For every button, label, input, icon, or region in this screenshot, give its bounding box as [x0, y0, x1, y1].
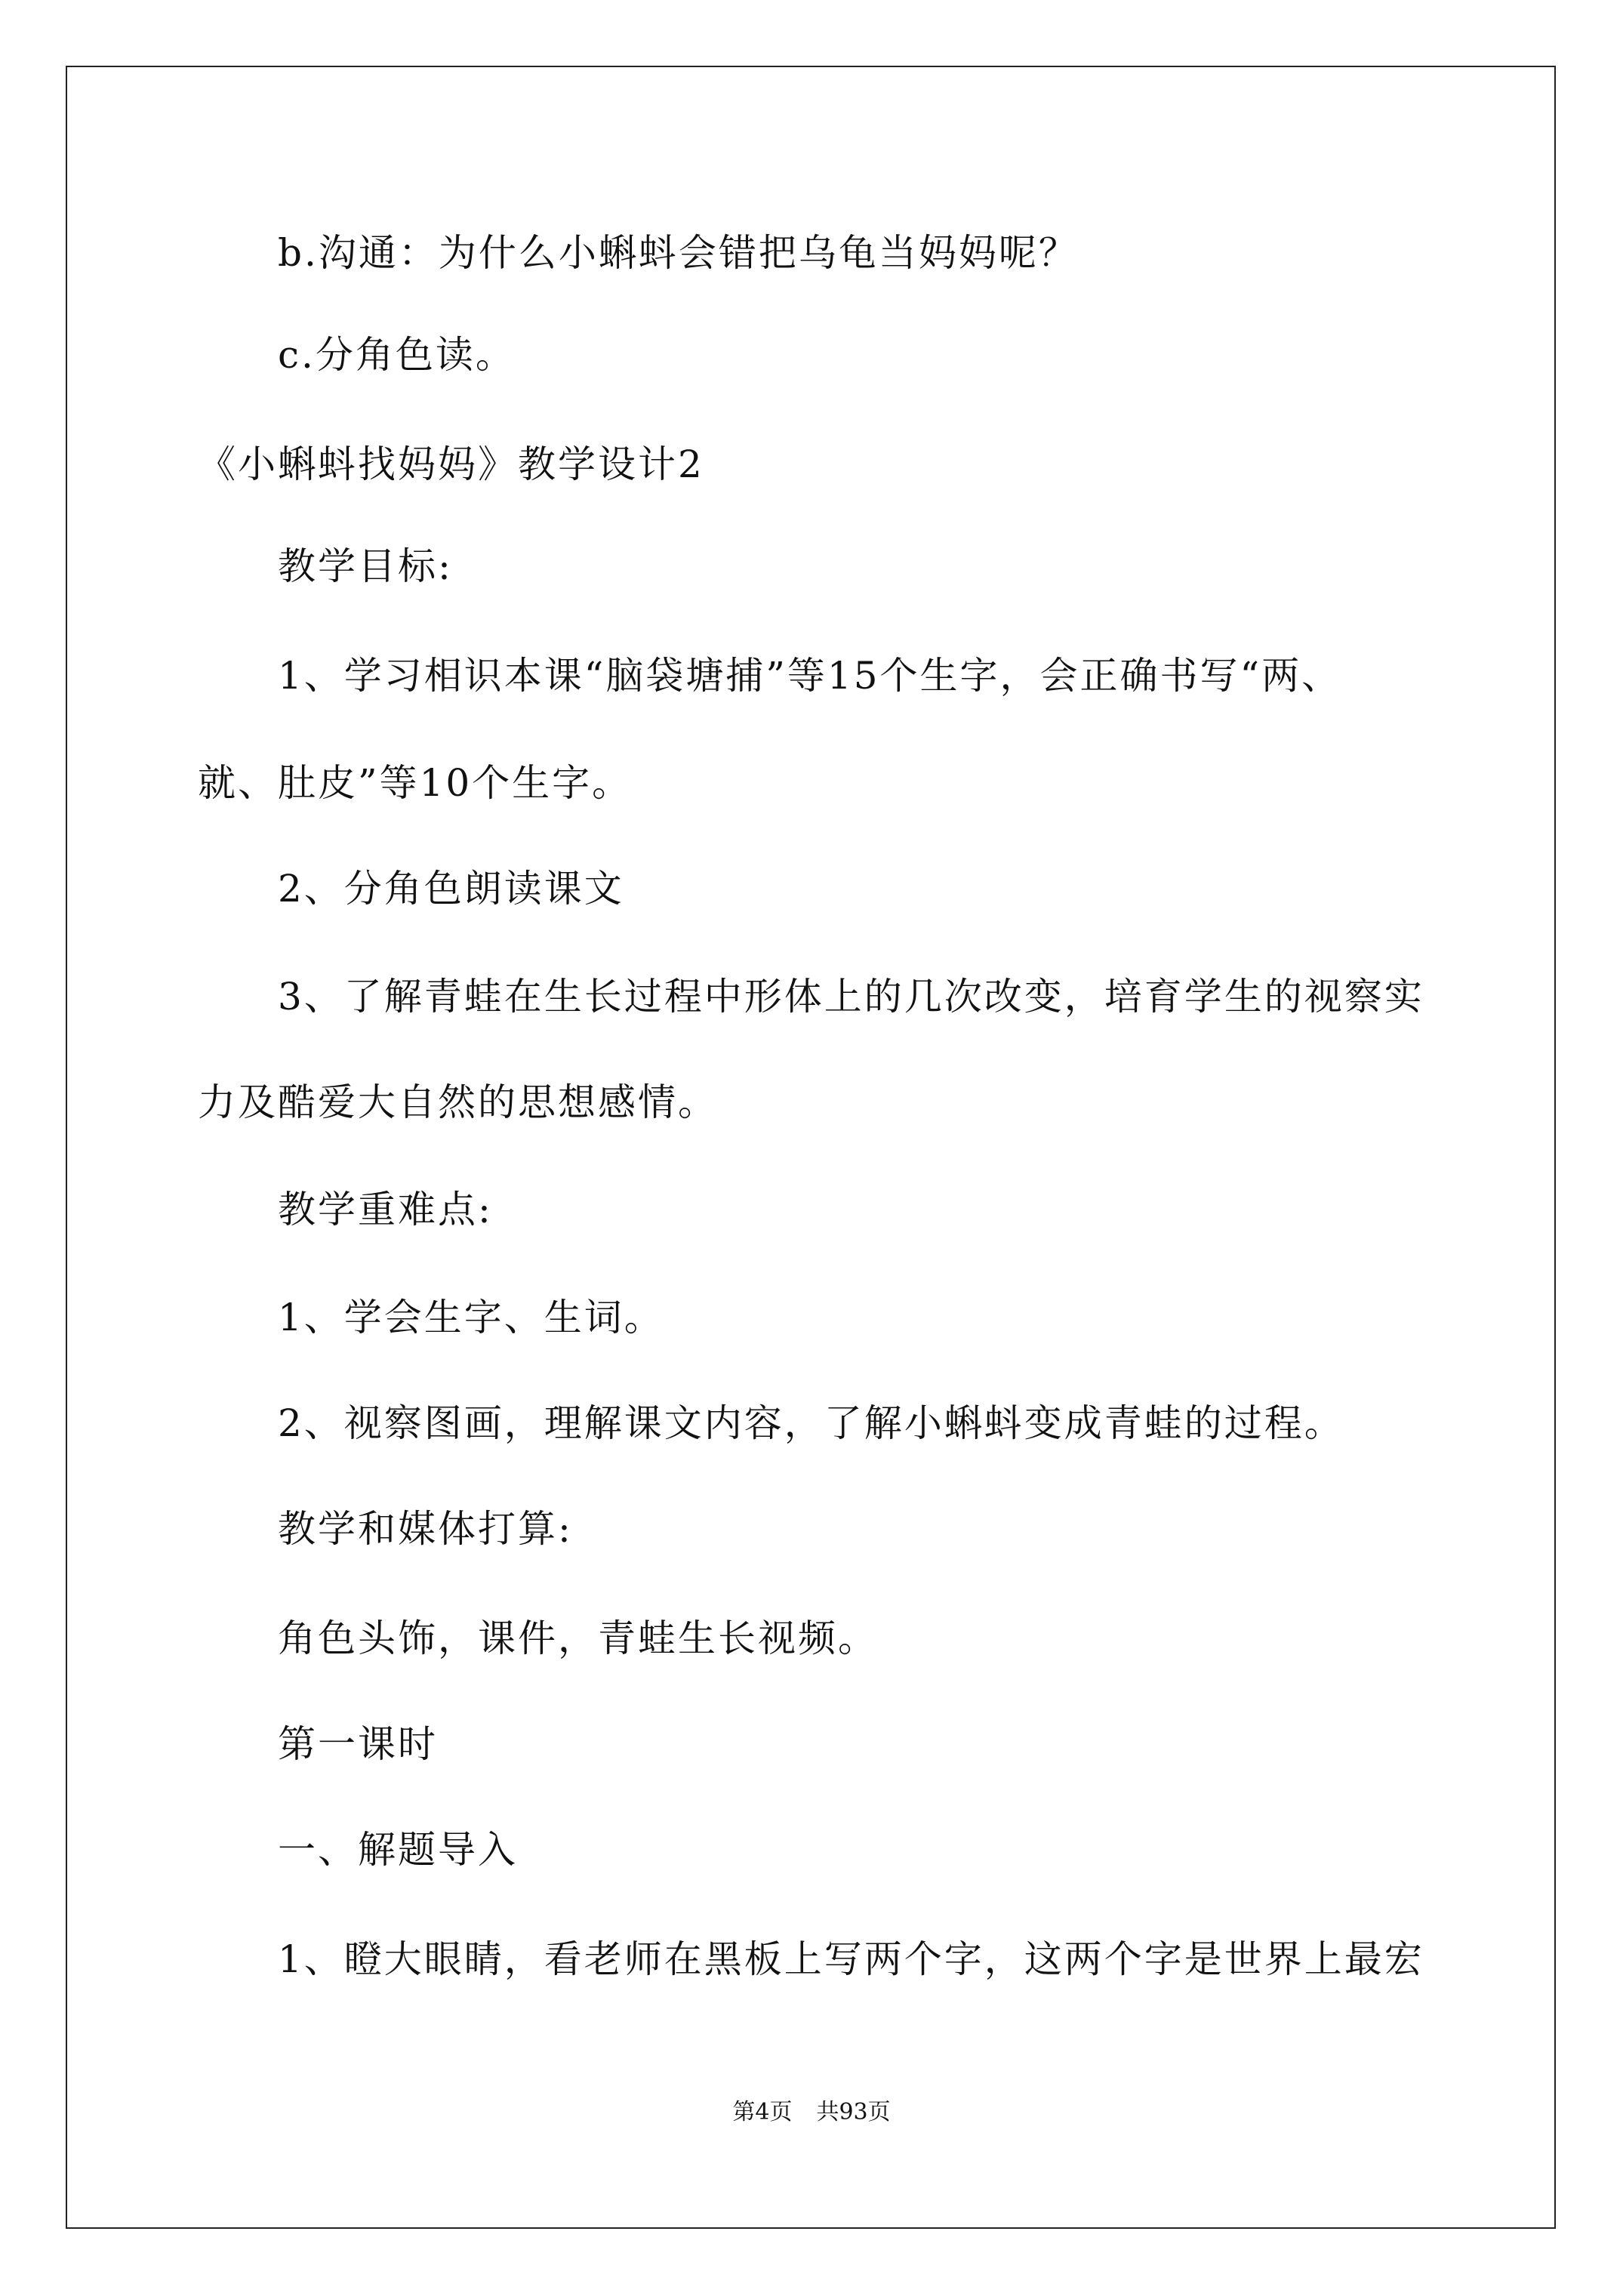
text-line-14: 角色头饰，课件，青蛙生长视频。 — [278, 1616, 878, 1660]
text-line-16: 一、解题导入 — [278, 1828, 518, 1872]
text-line-9: 力及酷爱大自然的思想感情。 — [198, 1080, 718, 1124]
text-line-2: c.分角色读。 — [278, 333, 516, 377]
text-line-8: 3、了解青蛙在生长过程中形体上的几次改变，培育学生的视察实 — [278, 975, 1424, 1019]
section-title: 《小蝌蚪找妈妈》教学设计2 — [198, 442, 704, 486]
text-line-13: 教学和媒体打算: — [278, 1507, 573, 1551]
text-line-4: 教学目标: — [278, 544, 453, 588]
page-total: 共93页 — [816, 2099, 891, 2125]
page-footer — [0, 2097, 1623, 2128]
page-border — [66, 66, 1556, 2229]
text-line-5: 1、学习相识本课“脑袋塘捕”等15个生字，会正确书写“两、 — [278, 654, 1342, 698]
text-line-12: 2、视察图画，理解课文内容，了解小蝌蚪变成青蛙的过程。 — [278, 1401, 1344, 1445]
text-line-10: 教学重难点: — [278, 1188, 493, 1231]
text-line-7: 2、分角色朗读课文 — [278, 867, 624, 911]
text-line-1: b.沟通：为什么小蝌蚪会错把乌龟当妈妈呢？ — [278, 231, 1079, 275]
text-line-17: 1、瞪大眼睛，看老师在黑板上写两个字，这两个字是世界上最宏 — [278, 1937, 1424, 1981]
text-line-11: 1、学会生字、生词。 — [278, 1296, 664, 1339]
text-line-6: 就、肚皮”等10个生字。 — [198, 761, 633, 805]
text-line-15: 第一课时 — [278, 1722, 438, 1766]
page-number: 第4页 — [732, 2099, 793, 2125]
